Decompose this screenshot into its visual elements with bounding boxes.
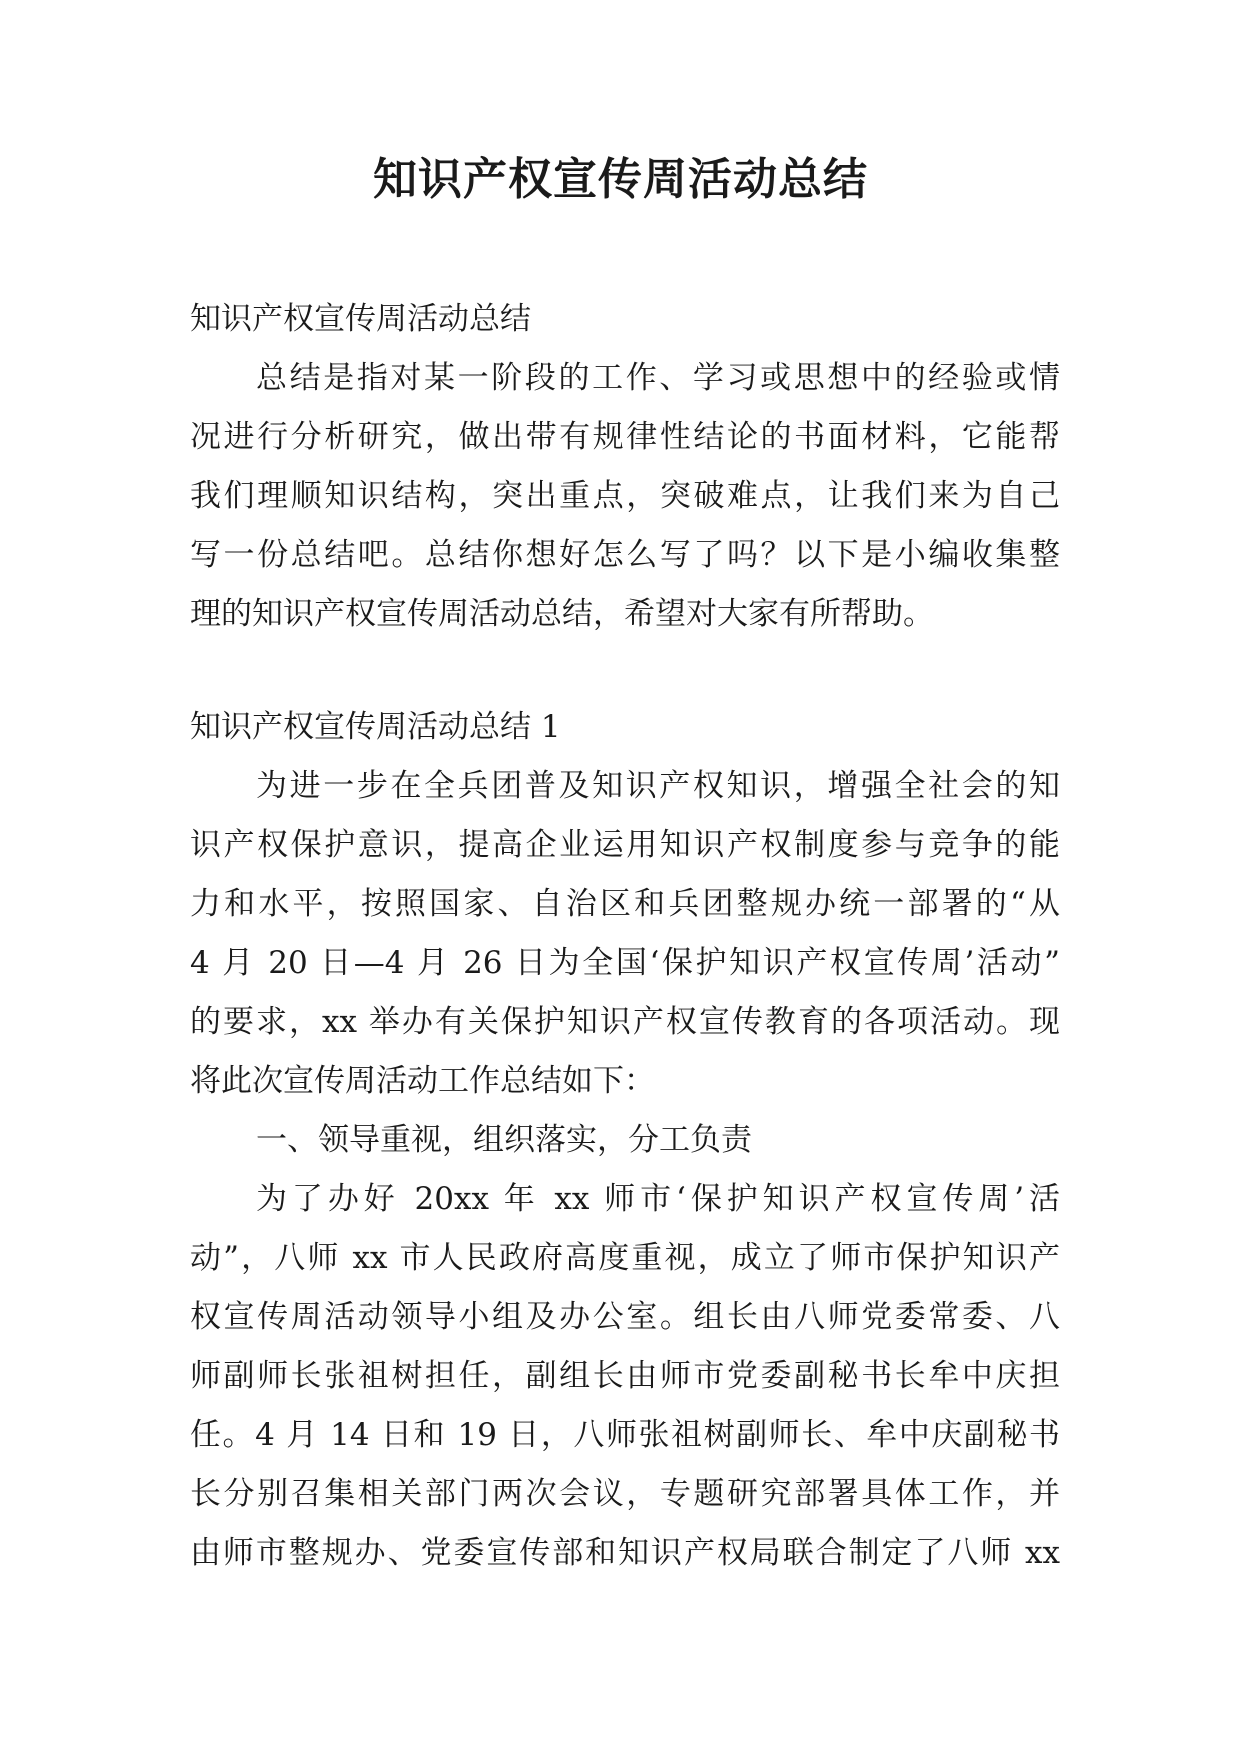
paragraph-line: 权宣传周活动领导小组及办公室。组长由八师党委常委、八 [190, 1299, 1060, 1335]
paragraph-line: 力和水平，按照国家、自治区和兵团整规办统一部署的“从 [190, 886, 1060, 922]
paragraph-line: 4 月 20 日—4 月 26 日为全国‘保护知识产权宣传周’活动” [190, 945, 1060, 981]
document-title: 知识产权宣传周活动总结 [373, 154, 868, 205]
paragraph-line: 的要求，xx 举办有关保护知识产权宣传教育的各项活动。现 [190, 1004, 1060, 1040]
paragraph-line: 由师市整规办、党委宣传部和知识产权局联合制定了八师 xx [190, 1535, 1060, 1571]
paragraph-line: 长分别召集相关部门两次会议，专题研究部署具体工作，并 [190, 1476, 1060, 1512]
paragraph-line: 为了办好 20xx 年 xx 师市‘保护知识产权宣传周’活 [256, 1181, 1060, 1217]
section-heading: 知识产权宣传周活动总结 1 [190, 709, 561, 745]
paragraph-line: 将此次宣传周活动工作总结如下： [190, 1063, 655, 1099]
paragraph-gap [190, 644, 1060, 698]
paragraph-line: 写一份总结吧。总结你想好怎么写了吗？以下是小编收集整 [190, 537, 1060, 573]
paragraph-line: 任。4 月 14 日和 19 日，八师张祖树副师长、牟中庆副秘书 [190, 1417, 1060, 1453]
paragraph-line: 我们理顺知识结构，突出重点，突破难点，让我们来为自己 [190, 478, 1060, 514]
paragraph-line: 理的知识产权宣传周活动总结，希望对大家有所帮助。 [190, 596, 934, 632]
paragraph-line: 为进一步在全兵团普及知识产权知识，增强全社会的知 [256, 768, 1060, 804]
paragraph-line: 识产权保护意识，提高企业运用知识产权制度参与竞争的能 [190, 827, 1060, 863]
paragraph-line: 总结是指对某一阶段的工作、学习或思想中的经验或情 [256, 360, 1060, 396]
document-body [190, 290, 1060, 1583]
paragraph-line: 师副师长张祖树担任，副组长由师市党委副秘书长牟中庆担 [190, 1358, 1060, 1394]
subsection-heading: 一、领导重视，组织落实，分工负责 [256, 1122, 752, 1158]
section-heading: 知识产权宣传周活动总结 [190, 301, 531, 337]
paragraph-line: 况进行分析研究，做出带有规律性结论的书面材料，它能帮 [190, 419, 1060, 455]
paragraph-line: 动”，八师 xx 市人民政府高度重视，成立了师市保护知识产 [190, 1240, 1060, 1276]
